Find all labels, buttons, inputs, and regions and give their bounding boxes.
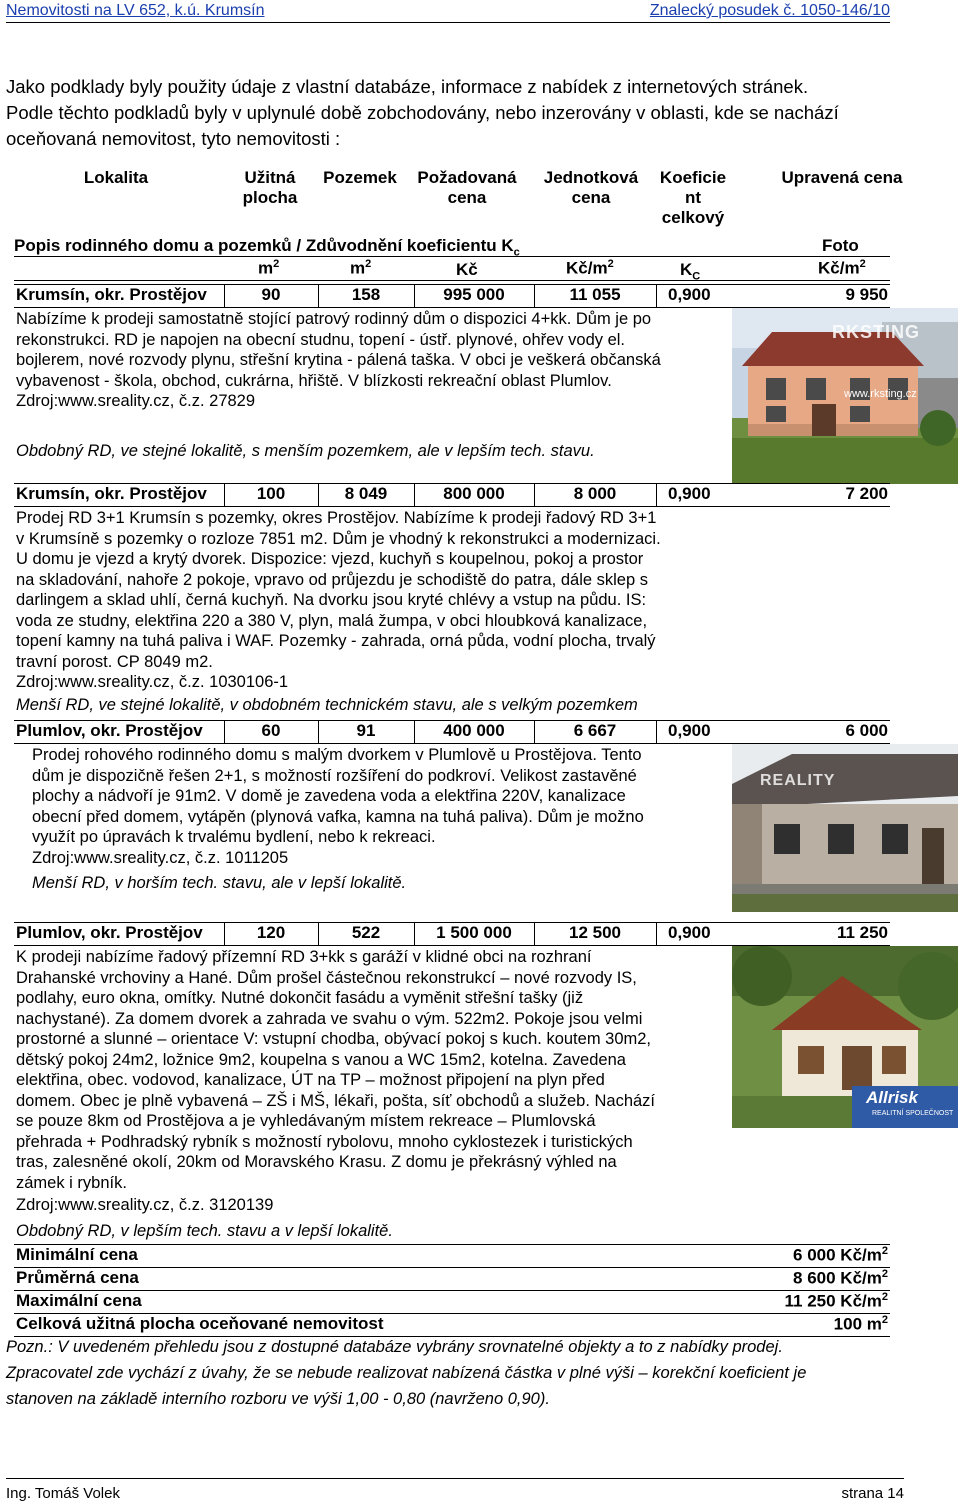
unit-kc: Kč [456, 260, 478, 279]
unit-kcm2 [566, 258, 614, 279]
unit-text: K [680, 260, 693, 279]
unit-plocha [258, 258, 279, 279]
col-header-uzitna-plocha [232, 168, 308, 208]
summary-value-sup: 2 [881, 1314, 888, 1326]
col-header-line: cena [571, 188, 611, 207]
summary-label: Minimální cena [16, 1245, 138, 1264]
cell-divider [318, 721, 319, 743]
summary-value-text: 8 600 Kč/m [793, 1268, 882, 1288]
photo-house-4 [732, 946, 958, 1128]
unit-pozemek [350, 258, 371, 279]
summary-value-text: 6 000 Kč/m [793, 1245, 882, 1265]
photo-house-3 [732, 744, 958, 912]
header-title-link[interactable]: Nemovitosti na LV 652, k.ú. Krumsín [6, 2, 265, 19]
item-description [16, 309, 728, 412]
cell-pozemek: 8 049 [344, 484, 388, 503]
cell-plocha: 120 [256, 923, 286, 942]
cell-divider [318, 484, 319, 506]
description-line: Prodej rohového rodinného domu s malým dvorkem v Plumlově u Prostějova. Tento [32, 746, 642, 764]
table-row [14, 285, 890, 307]
cell-pozemek: 158 [351, 285, 381, 304]
foto-header: Foto [822, 236, 859, 255]
cell-upravena: 9 950 [845, 285, 888, 304]
cell-divider [414, 923, 415, 945]
cell-divider [224, 721, 225, 743]
intro-line: Jako podklady byly použity údaje z vlastní databáze, informace z nabídek z internetových stránek. [6, 76, 809, 97]
description-line: topení kamny na tuhá paliva i WAF. Pozemky - zahrada, orná půda, vodní plocha, trvalý [16, 632, 656, 650]
unit-text: m [350, 258, 366, 278]
cell-jednotkova: 12 500 [569, 923, 621, 942]
footnote [6, 1334, 906, 1412]
description-line: Zdroj:www.sreality.cz, č.z. 1011205 [32, 848, 289, 867]
unit-kcm2-upravena [818, 258, 866, 279]
unit-sup: 2 [365, 258, 372, 270]
cell-lokalita: Plumlov, okr. Prostějov [16, 923, 203, 942]
summary-value-text: 100 m [833, 1314, 882, 1334]
cell-koef: 0,900 [668, 923, 711, 942]
summary-row-area [14, 1313, 890, 1335]
description-line: plochy a nádvoří je 91m2. V domě je zavedena voda a elektřina 220V, kanalizace [32, 787, 626, 805]
item-note: Obdobný RD, v lepším tech. stavu a v lepší lokalitě. [16, 1222, 393, 1240]
item-description [32, 745, 718, 868]
col-header-line: Jednotková [543, 168, 639, 187]
col-header-line: nt [684, 188, 702, 207]
intro-line: Podle těchto podkladů byly v uplynulé době zobchodovány, nebo inzerovány v oblasti, kde se nachází [6, 102, 839, 123]
cell-lokalita: Krumsín, okr. Prostějov [16, 285, 207, 304]
cell-jednotkova: 11 055 [569, 285, 621, 304]
description-line: Prodej RD 3+1 Krumsín s pozemky, okres Prostějov. Nabízíme k prodeji řadový RD 3+1 [16, 509, 657, 527]
description-line: U domu je vjezd a krytý dvorek. Dispozice: vjezd, kuchyň s koupelnou, pokoj a prostor [16, 550, 644, 568]
item-description [16, 947, 718, 1193]
item-note: Menší RD, ve stejné lokalitě, v obdobném technickém stavu, ale s velkým pozemkem [16, 696, 638, 714]
description-line: dům je dispozičně řešen 2+1, s možností rozšíření do podkroví. Velikost zastavěné [32, 766, 637, 785]
description-line: podlahy, euro okna, omítky. Nutné dokončit fasádu a vyměnit střešní tašky (již [16, 989, 584, 1007]
summary-value-sup: 2 [881, 1245, 888, 1257]
cell-pozemek: 91 [356, 721, 376, 740]
summary-label: Maximální cena [16, 1291, 142, 1310]
property-photo [732, 308, 958, 484]
col-header-line: Užitná [244, 168, 296, 187]
summary-value [785, 1291, 888, 1312]
description-line: Zdroj:www.sreality.cz, č.z. 1030106-1 [16, 673, 289, 691]
row-rule [14, 506, 890, 507]
property-photo [732, 744, 958, 912]
summary-value [834, 1314, 888, 1335]
summary-value [793, 1245, 888, 1266]
unit-sub: C [692, 270, 701, 283]
description-line: obecní před domem, vytápěn (plynová vafka, kamna na tuhá paliva). Dům je možno [32, 807, 644, 826]
footer-author: Ing. Tomáš Volek [6, 1485, 120, 1502]
cell-divider [656, 721, 657, 743]
cell-plocha: 90 [261, 285, 281, 304]
item-source: Zdroj:www.sreality.cz, č.z. 3120139 [16, 1196, 274, 1214]
col-header-jednotkova-cena [534, 168, 648, 208]
description-line: v Krumsíně s pozemky o rozloze 7851 m2. Dům je vhodný k rekonstrukci a modernizaci. [16, 529, 661, 548]
col-header-line: cena [447, 188, 487, 207]
description-line: Nabízíme k prodeji samostatně stojící patrový rodinný dům o dispozici 4+kk. Dům je po [16, 310, 652, 328]
cell-upravena: 7 200 [845, 484, 888, 503]
unit-text: Kč/m [566, 258, 608, 278]
cell-lokalita: Krumsín, okr. Prostějov [16, 484, 207, 503]
page-header [6, 0, 890, 23]
photo-watermark: REALITY [760, 772, 836, 789]
cell-divider [224, 484, 225, 506]
photo-watermark-url: www.rksting.cz [844, 388, 917, 400]
description-line: elektřina, obec. vodovod, kanalizace, ÚT na TP – možnost připojení na plyn před [16, 1071, 605, 1089]
unit-sup: 2 [273, 258, 280, 270]
col-header-line: plocha [242, 188, 298, 207]
unit-text: Kč/m [818, 258, 860, 278]
description-line: travní porost. CP 8049 m2. [16, 652, 213, 671]
description-line: dětský pokoj 24m2, ložnice 9m2, koupelna s vanou a WC 15m2, kotelna. Zavedena [16, 1050, 626, 1069]
summary-value-sup: 2 [881, 1268, 888, 1280]
item-description [16, 508, 718, 693]
footer-page-number: strana 14 [841, 1485, 904, 1502]
table-row [14, 923, 890, 945]
cell-koef: 0,900 [668, 721, 711, 740]
description-line: se pouze 8km od Prostějova a je vyhledávaným místem rekreace – Plumlovská [16, 1112, 596, 1130]
cell-divider [224, 285, 225, 307]
popis-header-text: Popis rodinného domu a pozemků / Zdůvodnění koeficientu K [14, 236, 514, 255]
table-row [14, 721, 890, 743]
cell-divider [224, 923, 225, 945]
cell-cena: 400 000 [443, 721, 505, 740]
summary-value-text: 11 250 Kč/m [784, 1291, 882, 1311]
summary-label: Průměrná cena [16, 1268, 139, 1287]
cell-upravena: 11 250 [836, 923, 888, 942]
summary-row-min [14, 1244, 890, 1266]
col-header-line: Požadovaná [417, 168, 517, 187]
cell-jednotkova: 8 000 [573, 484, 617, 503]
col-header-line: Koeficie [659, 168, 727, 187]
description-line: rekonstrukci. RD je napojen na obecní studnu, topení - ústř. plynové, ohřev vody el. [16, 330, 626, 349]
cell-divider [656, 923, 657, 945]
description-line: prostorné a slunné – orientace V: vstupní chodba, obývací pokoj s kuch. koutem 30m2, [16, 1030, 652, 1048]
cell-divider [656, 484, 657, 506]
table-rule [14, 256, 890, 257]
unit-sup: 2 [859, 258, 866, 270]
cell-lokalita: Plumlov, okr. Prostějov [16, 721, 203, 740]
description-line: na skladování, nahoře 2 pokoje, vpravo od průjezdu je schodiště do patra, dále sklep s [16, 570, 648, 589]
header-report-link[interactable]: Znalecký posudek č. 1050-146/10 [649, 2, 890, 19]
footnote-line: stanoven na základě interního rozboru ve výši 1,00 - 0,80 (navrženo 0,90). [6, 1390, 550, 1408]
cell-jednotkova: 6 667 [573, 721, 617, 740]
col-header-line: celkový [661, 208, 725, 227]
cell-divider [656, 285, 657, 307]
intro-paragraph [6, 74, 898, 152]
photo-watermark: RKSTING [832, 322, 920, 342]
cell-cena: 995 000 [443, 285, 505, 304]
summary-row-avg [14, 1267, 890, 1289]
cell-divider [534, 721, 535, 743]
col-header-koeficient [654, 168, 732, 228]
unit-text: m [258, 258, 274, 278]
cell-divider [534, 923, 535, 945]
property-photo [732, 946, 958, 1128]
item-note: Menší RD, v horším tech. stavu, ale v lepší lokalitě. [32, 874, 407, 892]
description-line: nachystané). Za domem dvorek a zahrada ve svahu o vým. 522m2. Pokoje jsou velmi [16, 1009, 643, 1028]
summary-value [793, 1268, 888, 1289]
cell-cena: 800 000 [443, 484, 505, 503]
description-line: využít po úpravách k trvalému bydlení, nebo k rekreaci. [32, 828, 436, 846]
photo-logo: Allrisk [866, 1088, 918, 1107]
summary-row-max [14, 1290, 890, 1312]
description-line: tras, zalesněné okolí, 20km od Moravského Krasu. Z domu je překrásný výhled na [16, 1153, 617, 1171]
description-line: K prodeji nabízíme řadový přízemní RD 3+kk s garáží v klidné obci na rozhraní [16, 948, 592, 966]
col-header-pozadovana-cena [410, 168, 524, 208]
cell-cena: 1 500 000 [436, 923, 512, 942]
cell-upravena: 6 000 [845, 721, 888, 740]
cell-divider [534, 484, 535, 506]
footnote-line: Zpracovatel zde vychází z úvahy, že se nebude realizovat nabízená částka v plné výši – korekční koeficient je [6, 1364, 807, 1382]
cell-koef: 0,900 [668, 484, 711, 503]
description-line: zámek i rybník. [16, 1173, 127, 1192]
col-header-upravena-cena: Upravená cena [781, 168, 903, 187]
cell-pozemek: 522 [351, 923, 381, 942]
cell-plocha: 60 [261, 721, 281, 740]
unit-sup: 2 [607, 258, 614, 270]
cell-koef: 0,900 [668, 285, 711, 304]
description-line: bojlerem, nové rozvody plynu, střešní krytina - pálená taška. V obci je veškerá občanská [16, 351, 661, 369]
description-line: Drahanské vrchoviny a Hané. Dům prošel částečnou rekonstrukcí – nové rozvody IS, [16, 968, 637, 987]
cell-divider [318, 285, 319, 307]
col-header-pozemek: Pozemek [323, 168, 397, 187]
cell-divider [414, 285, 415, 307]
table-rule [14, 280, 890, 281]
summary-value-sup: 2 [881, 1291, 888, 1303]
cell-divider [414, 484, 415, 506]
description-line: vybavenost - škola, obchod, cukrárna, hřiště. V blízkosti rekreační oblast Plumlov. [16, 371, 612, 390]
table-row [14, 484, 890, 506]
page-footer [6, 1478, 904, 1502]
description-line: Zdroj:www.sreality.cz, č.z. 27829 [16, 392, 256, 410]
item-note: Obdobný RD, ve stejné lokalitě, s menším pozemkem, ale v lepším tech. stavu. [16, 442, 595, 460]
cell-divider [318, 923, 319, 945]
description-line: přehrada + Podhradský rybník s možností rybolovu, mnoho cyklostezek i turistických [16, 1132, 633, 1151]
description-line: darlingem a sklad uhlí, černá kuchyň. Na dvorku jsou kryté chlévy a vstup na půdu. IS: [16, 591, 647, 609]
description-line: voda ze studny, elektřina 220 a 380 V, plyn, malá žumpa, v obci hloubková kanalizace, [16, 611, 648, 630]
intro-line: oceňovaná nemovitost, tyto nemovitosti : [6, 128, 341, 149]
summary-label: Celková užitná plocha oceňované nemovitost [16, 1314, 384, 1333]
popis-header-sub: c [513, 246, 520, 259]
footnote-line: Pozn.: V uvedeném přehledu jsou z dostupné databáze vybrány srovnatelné objekty a to z nabídky prodej. [6, 1338, 783, 1356]
col-header-lokalita: Lokalita [83, 168, 149, 187]
cell-plocha: 100 [256, 484, 286, 503]
cell-divider [414, 721, 415, 743]
cell-divider [534, 285, 535, 307]
description-line: domem. Obec je plně vybavená – ZŠ i MŠ, lékaři, pošta, síť obchodů a služeb. Nachází [16, 1091, 656, 1110]
photo-logo-sub: REALITNÍ SPOLEČNOST [872, 1110, 954, 1117]
